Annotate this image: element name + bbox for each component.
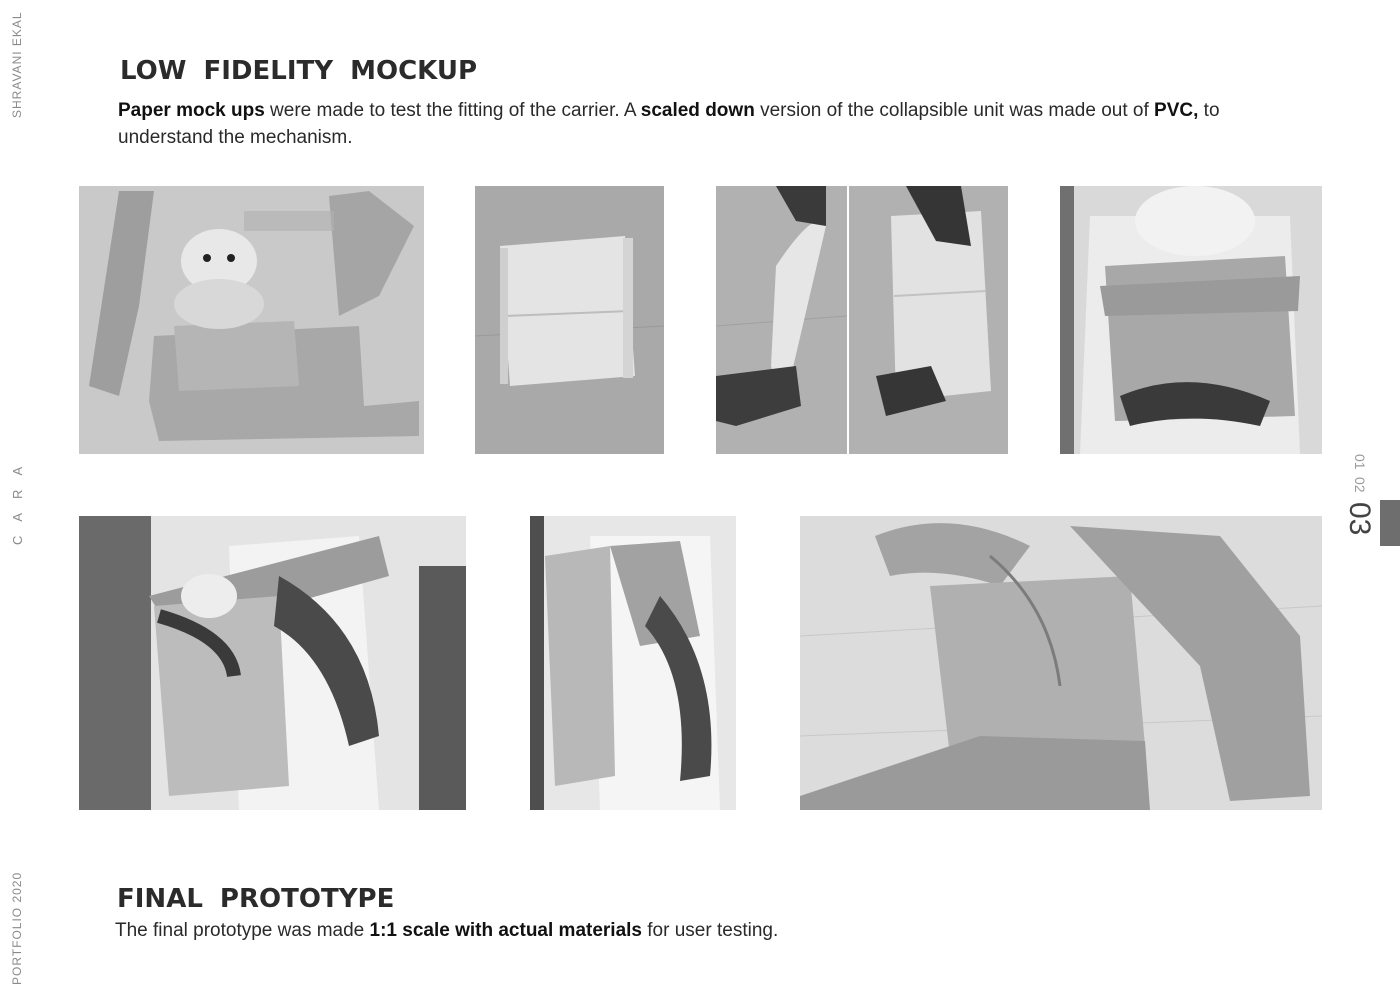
text-run: version of the collapsible unit was made out of — [754, 100, 1155, 121]
author-name: SHRAVANI EKAL — [10, 11, 24, 118]
text-run: were made to test the fitting of the carrier. A — [264, 100, 641, 121]
project-name: CARA — [10, 452, 25, 545]
page-number-current: 03 — [1343, 502, 1376, 536]
photo-carrier-worn-side-toy — [79, 516, 466, 810]
photo-final-prototype-laid-flat — [800, 516, 1322, 810]
photo-pvc-unit-hands — [716, 186, 1008, 454]
current-page-indicator — [1380, 500, 1400, 546]
photo-carrier-worn-side — [530, 516, 736, 810]
photo-pvc-unit-flat — [475, 186, 664, 454]
text-run: The final prototype was made — [115, 920, 370, 941]
text-run: 1:1 scale with actual materials — [369, 920, 642, 941]
text-run: Paper mock ups — [118, 100, 265, 121]
section-description-low-fidelity — [118, 97, 1298, 151]
text-run: PVC, — [1154, 100, 1199, 121]
photo-paper-carrier-with-toy — [79, 186, 424, 454]
portfolio-label: PORTFOLIO 2020 — [10, 871, 24, 985]
section-title-low-fidelity: LOW FIDELITY MOCKUP — [120, 56, 478, 86]
section-description-final-prototype — [115, 917, 1115, 944]
section-title-final-prototype: FINAL PROTOTYPE — [117, 884, 395, 914]
page-navigation — [1340, 450, 1400, 560]
page-number-02[interactable]: 02 — [1352, 477, 1368, 493]
page-number-01[interactable]: 01 — [1352, 454, 1368, 470]
text-run: scaled down — [640, 100, 755, 121]
text-run: to understand the mechanism. — [118, 100, 1220, 148]
photo-carrier-worn-front — [1060, 186, 1322, 454]
text-run: for user testing. — [642, 920, 779, 941]
